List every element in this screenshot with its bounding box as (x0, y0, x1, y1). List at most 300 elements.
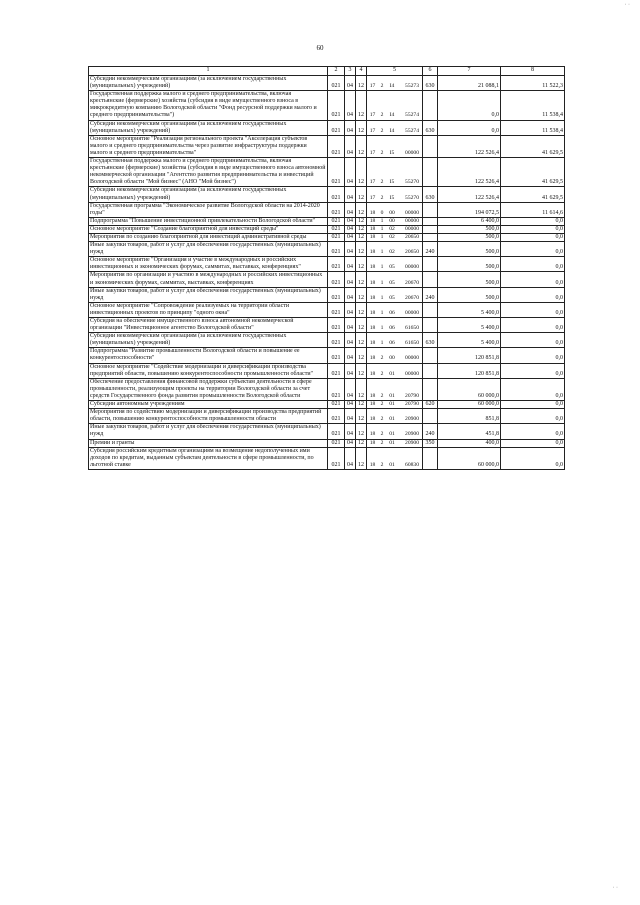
row-sum-second: 0,0 (501, 318, 565, 333)
row-section-code: 04 (345, 158, 356, 187)
target-article-part: 18 (369, 392, 376, 399)
row-expense-type: 240 (423, 242, 438, 257)
table-row (89, 363, 565, 378)
row-subsection-code: 12 (356, 378, 367, 400)
target-article-part: I5 (389, 179, 395, 186)
row-name: Мероприятия по организации и участию в международных и российских инвестиционных и экономических форумах, саммитах, выставках, конференциях (89, 272, 328, 287)
row-section-code: 04 (345, 401, 356, 409)
target-article-part: 2 (380, 112, 384, 119)
row-expense-type (423, 348, 438, 363)
target-article-part: 61650 (405, 325, 419, 332)
target-article-part: 01 (389, 401, 395, 408)
row-ved-code: 021 (328, 257, 345, 272)
target-article-part: 55274 (405, 112, 419, 119)
header-cell: 1 (89, 67, 328, 76)
row-sum-second: 41 629,5 (501, 187, 565, 202)
target-article-part: 18 (369, 370, 376, 377)
table-row (89, 242, 565, 257)
row-sum-second: 0,0 (501, 242, 565, 257)
row-ved-code: 021 (328, 202, 345, 217)
row-section-code: 04 (345, 91, 356, 120)
row-target-article (367, 424, 423, 439)
row-ved-code: 021 (328, 302, 345, 317)
row-name: Основное мероприятие "Содействие модернизации и диверсификации производства предприятий области, повышению конкурентоспособности промышленности области" (89, 363, 328, 378)
row-sum-second: 41 629,5 (501, 158, 565, 187)
target-article-part: I4 (389, 83, 395, 90)
target-article-part: 18 (369, 401, 376, 408)
row-ved-code: 021 (328, 348, 345, 363)
row-section-code: 04 (345, 287, 356, 302)
row-expense-type (423, 447, 438, 469)
row-name: Государственная программа "Экономическое развитие Вологодской области на 2014-2020 годы" (89, 202, 328, 217)
target-article-part: 1 (380, 264, 384, 271)
row-sum-second: 0,0 (501, 348, 565, 363)
row-name: Государственная поддержка малого и среднего предпринимательства, включая крестьянские (фермерские) хозяйства (субсидия в виде имущественного взноса в микрокредитную компанию Вологодской области "Фонд ресурсной поддержки малого и среднего предпринимательства") (89, 91, 328, 120)
row-name: Основное мероприятие "Создание благоприятной для инвестиций среды" (89, 225, 328, 233)
target-article-part: 55270 (405, 194, 419, 201)
row-subsection-code: 12 (356, 187, 367, 202)
row-section-code: 04 (345, 242, 356, 257)
target-article-part: 1 (380, 294, 384, 301)
target-article-part: 00000 (405, 264, 419, 271)
target-article-part: 18 (369, 439, 376, 446)
table-row (89, 217, 565, 225)
row-target-article (367, 202, 423, 217)
row-sum-first: 500,0 (438, 233, 501, 241)
target-article-part: 1 (380, 225, 384, 232)
target-article-part: 02 (389, 249, 395, 256)
table-body (89, 76, 565, 470)
row-target-article (367, 242, 423, 257)
row-ved-code: 021 (328, 318, 345, 333)
header-cell: 5 (367, 67, 423, 76)
row-sum-first: 500,0 (438, 257, 501, 272)
table-row (89, 272, 565, 287)
row-ved-code: 021 (328, 233, 345, 241)
row-target-article (367, 447, 423, 469)
row-expense-type: 240 (423, 424, 438, 439)
row-ved-code: 021 (328, 242, 345, 257)
row-expense-type (423, 202, 438, 217)
target-article-part: 20670 (405, 279, 419, 286)
row-sum-first: 120 851,8 (438, 348, 501, 363)
target-article-part: 05 (389, 264, 395, 271)
row-section-code: 04 (345, 76, 356, 91)
row-target-article (367, 348, 423, 363)
row-sum-first: 5 400,0 (438, 318, 501, 333)
table-row (89, 233, 565, 241)
target-article-part: 2 (380, 392, 384, 399)
row-subsection-code: 12 (356, 217, 367, 225)
row-ved-code: 021 (328, 333, 345, 348)
target-article-part: 20900 (405, 439, 419, 446)
row-sum-second: 11 522,3 (501, 76, 565, 91)
row-ved-code: 021 (328, 439, 345, 447)
target-article-part: 18 (369, 249, 376, 256)
row-sum-second: 0,0 (501, 302, 565, 317)
row-expense-type (423, 302, 438, 317)
target-article-part: 01 (389, 392, 395, 399)
target-article-part: 06 (389, 325, 395, 332)
target-article-part: 2 (380, 355, 384, 362)
row-section-code: 04 (345, 233, 356, 241)
target-article-part: 18 (369, 340, 376, 347)
row-section-code: 04 (345, 348, 356, 363)
target-article-part: 00 (389, 217, 395, 224)
header-cell: 4 (356, 67, 367, 76)
row-sum-first: 60 000,0 (438, 447, 501, 469)
row-sum-second: 0,0 (501, 225, 565, 233)
row-section-code: 04 (345, 439, 356, 447)
row-ved-code: 021 (328, 225, 345, 233)
row-target-article (367, 401, 423, 409)
header-cell: 7 (438, 67, 501, 76)
target-article-part: 06 (389, 340, 395, 347)
target-article-part: 17 (369, 112, 376, 119)
row-section-code: 04 (345, 120, 356, 135)
row-section-code: 04 (345, 135, 356, 157)
target-article-part: 0 (380, 209, 384, 216)
row-sum-first: 0,0 (438, 120, 501, 135)
row-target-article (367, 287, 423, 302)
target-article-part: 00000 (405, 225, 419, 232)
row-name: Премии и гранты (89, 439, 328, 447)
table-row (89, 409, 565, 424)
target-article-part: 18 (369, 461, 376, 468)
target-article-part: 00000 (405, 217, 419, 224)
row-sum-first: 400,0 (438, 439, 501, 447)
row-subsection-code: 12 (356, 424, 367, 439)
row-name: Субсидии автономным учреждениям (89, 401, 328, 409)
target-article-part: 01 (389, 439, 395, 446)
row-subsection-code: 12 (356, 135, 367, 157)
row-subsection-code: 12 (356, 242, 367, 257)
row-ved-code: 021 (328, 217, 345, 225)
target-article-part: I5 (389, 149, 395, 156)
row-subsection-code: 12 (356, 333, 367, 348)
table-row (89, 318, 565, 333)
row-ved-code: 021 (328, 363, 345, 378)
row-subsection-code: 12 (356, 120, 367, 135)
row-expense-type: 630 (423, 187, 438, 202)
row-section-code: 04 (345, 302, 356, 317)
corner-mark-bottom: · · (612, 885, 618, 891)
row-sum-second: 0,0 (501, 447, 565, 469)
target-article-part: 00000 (405, 370, 419, 377)
row-target-article (367, 272, 423, 287)
row-sum-second: 41 629,5 (501, 135, 565, 157)
row-sum-first: 122 526,4 (438, 135, 501, 157)
target-article-part: 01 (389, 416, 395, 423)
row-section-code: 04 (345, 424, 356, 439)
row-ved-code: 021 (328, 76, 345, 91)
row-section-code: 04 (345, 363, 356, 378)
row-subsection-code: 12 (356, 272, 367, 287)
row-sum-second: 11 538,4 (501, 120, 565, 135)
target-article-part: 01 (389, 431, 395, 438)
row-sum-second: 0,0 (501, 409, 565, 424)
target-article-part: 2 (380, 439, 384, 446)
row-expense-type (423, 257, 438, 272)
row-target-article (367, 257, 423, 272)
target-article-part: 00000 (405, 209, 419, 216)
row-target-article (367, 333, 423, 348)
row-expense-type (423, 363, 438, 378)
row-name: Мероприятия по содействию модернизации и диверсификации производства предприятий области, повышению конкурентоспособности промышленности области (89, 409, 328, 424)
header-cell: 6 (423, 67, 438, 76)
row-sum-second: 0,0 (501, 378, 565, 400)
row-name: Государственная поддержка малого и среднего предпринимательства, включая крестьянские (фермерские) хозяйства (субсидия в виде имущественного взноса автономной некоммерческой организации "Агентство развития предпринимательства и инвестиций Вологодской области "Мой бизнес" (АНО "Мой бизнес") (90, 158, 326, 186)
row-name: Субсидии некоммерческим организациям (за исключением государственных (муниципальных) учреждений) (89, 120, 328, 135)
row-subsection-code: 12 (356, 409, 367, 424)
row-subsection-code: 12 (356, 257, 367, 272)
target-article-part: 17 (369, 194, 376, 201)
row-sum-second: 0,0 (501, 217, 565, 225)
target-article-part: 1 (380, 340, 384, 347)
table-row (89, 447, 565, 469)
row-target-article (367, 217, 423, 225)
row-ved-code: 021 (328, 401, 345, 409)
page-number: 60 (316, 44, 324, 52)
row-expense-type (423, 409, 438, 424)
target-article-part: 1 (380, 279, 384, 286)
row-name: Мероприятия по созданию благоприятной для инвестиций административной среды (89, 233, 328, 241)
row-expense-type (423, 225, 438, 233)
row-subsection-code: 12 (356, 363, 367, 378)
table-row (89, 76, 565, 91)
row-sum-first: 120 851,8 (438, 363, 501, 378)
row-sum-first: 60 000,0 (438, 401, 501, 409)
row-section-code: 04 (345, 447, 356, 469)
row-target-article (367, 318, 423, 333)
row-ved-code: 021 (328, 187, 345, 202)
row-expense-type (423, 318, 438, 333)
row-ved-code: 021 (328, 158, 345, 187)
table-row (89, 202, 565, 217)
target-article-part: 2 (380, 461, 384, 468)
target-article-part: 55274 (405, 127, 419, 134)
row-target-article (367, 135, 423, 157)
row-subsection-code: 12 (356, 439, 367, 447)
target-article-part: 20650 (405, 249, 419, 256)
table-row (89, 302, 565, 317)
target-article-part: 18 (369, 233, 376, 240)
row-subsection-code: 12 (356, 158, 367, 187)
row-sum-second: 0,0 (501, 363, 565, 378)
target-article-part: 17 (369, 179, 376, 186)
row-expense-type (423, 272, 438, 287)
target-article-part: 18 (369, 209, 376, 216)
row-sum-first: 851,8 (438, 409, 501, 424)
row-subsection-code: 12 (356, 233, 367, 241)
target-article-part: 20650 (405, 233, 419, 240)
table-row (89, 333, 565, 348)
target-article-part: 06 (389, 309, 395, 316)
target-article-part: 2 (380, 370, 384, 377)
target-article-part: 55270 (405, 179, 419, 186)
target-article-part: 20670 (405, 294, 419, 301)
row-subsection-code: 12 (356, 302, 367, 317)
row-section-code: 04 (345, 333, 356, 348)
table-row (89, 257, 565, 272)
row-expense-type: 350 (423, 439, 438, 447)
target-article-part: 2 (380, 179, 384, 186)
target-article-part: 2 (380, 149, 384, 156)
target-article-part: 00000 (405, 355, 419, 362)
table-row (89, 348, 565, 363)
row-sum-first: 451,8 (438, 424, 501, 439)
row-sum-first: 500,0 (438, 225, 501, 233)
row-target-article (367, 225, 423, 233)
target-article-part: 20900 (405, 416, 419, 423)
row-ved-code: 021 (328, 91, 345, 120)
target-article-part: 20790 (405, 401, 419, 408)
row-sum-first: 21 088,1 (438, 76, 501, 91)
row-name: Обеспечение предоставления финансовой поддержки субъектам деятельности в сфере промышленности, реализующим проекты на территории Вологодской области за счет средств Государственного фонда развития промышленности Вологодской области (89, 378, 328, 400)
target-article-part: 20900 (405, 431, 419, 438)
target-article-part: 2 (380, 194, 384, 201)
row-sum-second: 11 614,6 (501, 202, 565, 217)
row-subsection-code: 12 (356, 401, 367, 409)
row-subsection-code: 12 (356, 202, 367, 217)
row-target-article (367, 233, 423, 241)
target-article-part: I5 (389, 194, 395, 201)
target-article-part: 1 (380, 249, 384, 256)
row-sum-second: 0,0 (501, 257, 565, 272)
target-article-part: 17 (369, 149, 376, 156)
target-article-part: 18 (369, 294, 376, 301)
row-section-code: 04 (345, 378, 356, 400)
row-sum-first: 5 400,0 (438, 302, 501, 317)
row-section-code: 04 (345, 225, 356, 233)
target-article-part: 61650 (405, 340, 419, 347)
row-target-article (367, 120, 423, 135)
row-name: Субсидии некоммерческим организациям (за исключением государственных (муниципальных) учреждений) (89, 333, 328, 348)
row-expense-type (423, 233, 438, 241)
row-section-code: 04 (345, 257, 356, 272)
row-sum-first: 500,0 (438, 287, 501, 302)
target-article-part: 60830 (405, 461, 419, 468)
target-article-part: 2 (380, 431, 384, 438)
row-ved-code: 021 (328, 135, 345, 157)
target-article-part: 18 (369, 279, 376, 286)
target-article-part: 18 (369, 416, 376, 423)
target-article-part: 18 (369, 355, 376, 362)
row-expense-type (423, 217, 438, 225)
target-article-part: 55273 (405, 83, 419, 90)
row-target-article (367, 378, 423, 400)
row-sum-first: 122 526,4 (438, 187, 501, 202)
target-article-part: I4 (389, 112, 395, 119)
row-expense-type: 620 (423, 401, 438, 409)
row-expense-type (423, 158, 438, 187)
row-sum-second: 0,0 (501, 287, 565, 302)
target-article-part: 00000 (405, 309, 419, 316)
row-sum-second: 0,0 (501, 333, 565, 348)
target-article-part: 20790 (405, 392, 419, 399)
target-article-part: 01 (389, 370, 395, 377)
table-row (89, 158, 565, 187)
target-article-part: 02 (389, 225, 395, 232)
row-name: Субсидии некоммерческим организациям (за исключением государственных (муниципальных) учреждений) (89, 187, 328, 202)
row-subsection-code: 12 (356, 348, 367, 363)
row-section-code: 04 (345, 202, 356, 217)
target-article-part: I4 (389, 127, 395, 134)
target-article-part: 17 (369, 83, 376, 90)
row-ved-code: 021 (328, 120, 345, 135)
target-article-part: 18 (369, 431, 376, 438)
target-article-part: 18 (369, 325, 376, 332)
row-sum-first: 5 400,0 (438, 333, 501, 348)
row-section-code: 04 (345, 409, 356, 424)
target-article-part: 00000 (405, 149, 419, 156)
row-ved-code: 021 (328, 447, 345, 469)
row-name: Основное мероприятие "Организация и участие в международных и российских инвестиционных и экономических форумах, саммитах, выставках, конференциях" (89, 257, 328, 272)
target-article-part: 18 (369, 225, 376, 232)
row-sum-second: 0,0 (501, 439, 565, 447)
target-article-part: 17 (369, 127, 376, 134)
row-section-code: 04 (345, 272, 356, 287)
corner-mark-top: · · (624, 2, 630, 8)
target-article-part: 18 (369, 309, 376, 316)
table-row (89, 135, 565, 157)
target-article-part: 1 (380, 217, 384, 224)
row-target-article (367, 76, 423, 91)
target-article-part: 05 (389, 279, 395, 286)
row-expense-type (423, 135, 438, 157)
row-target-article (367, 302, 423, 317)
target-article-part: 18 (369, 217, 376, 224)
row-name: Основное мероприятие "Сопровождение реализуемых на территории области инвестиционных проектов по принципу "одного окна" (89, 302, 328, 317)
table-row (89, 287, 565, 302)
row-subsection-code: 12 (356, 287, 367, 302)
table-row (89, 439, 565, 447)
row-section-code: 04 (345, 187, 356, 202)
row-ved-code: 021 (328, 272, 345, 287)
row-sum-second: 0,0 (501, 272, 565, 287)
header-cell: 2 (328, 67, 345, 76)
row-target-article (367, 439, 423, 447)
row-name: Иные закупки товаров, работ и услуг для обеспечения государственных (муниципальных) нужд (89, 424, 328, 439)
row-name: Основное мероприятие "Реализация регионального проекта "Акселерация субъектов малого и среднего предпринимательства через развитие инфраструктуры поддержки малого и среднего предпринимательства" (89, 135, 328, 157)
row-target-article (367, 187, 423, 202)
row-target-article (367, 409, 423, 424)
row-expense-type (423, 378, 438, 400)
row-name: Подпрограмма "Повышение инвестиционной привлекательности Вологодской области" (89, 217, 328, 225)
row-target-article (367, 158, 423, 187)
table-row (89, 187, 565, 202)
row-sum-first: 500,0 (438, 242, 501, 257)
row-expense-type (423, 91, 438, 120)
row-expense-type: 630 (423, 333, 438, 348)
row-subsection-code: 12 (356, 318, 367, 333)
row-sum-first: 0,0 (438, 91, 501, 120)
target-article-part: 01 (389, 461, 395, 468)
row-sum-second: 0,0 (501, 401, 565, 409)
row-subsection-code: 12 (356, 91, 367, 120)
table-row (89, 401, 565, 409)
row-expense-type: 630 (423, 120, 438, 135)
row-name: Подпрограмма "Развитие промышленности Вологодской области и повышение ее конкурентоспособности" (89, 348, 328, 363)
target-article-part: 1 (380, 325, 384, 332)
target-article-part: 1 (380, 233, 384, 240)
header-cell: 3 (345, 67, 356, 76)
target-article-part: 00 (389, 355, 395, 362)
header-row (89, 67, 565, 76)
row-expense-type: 240 (423, 287, 438, 302)
row-sum-first: 60 000,0 (438, 378, 501, 400)
table-row (89, 378, 565, 400)
